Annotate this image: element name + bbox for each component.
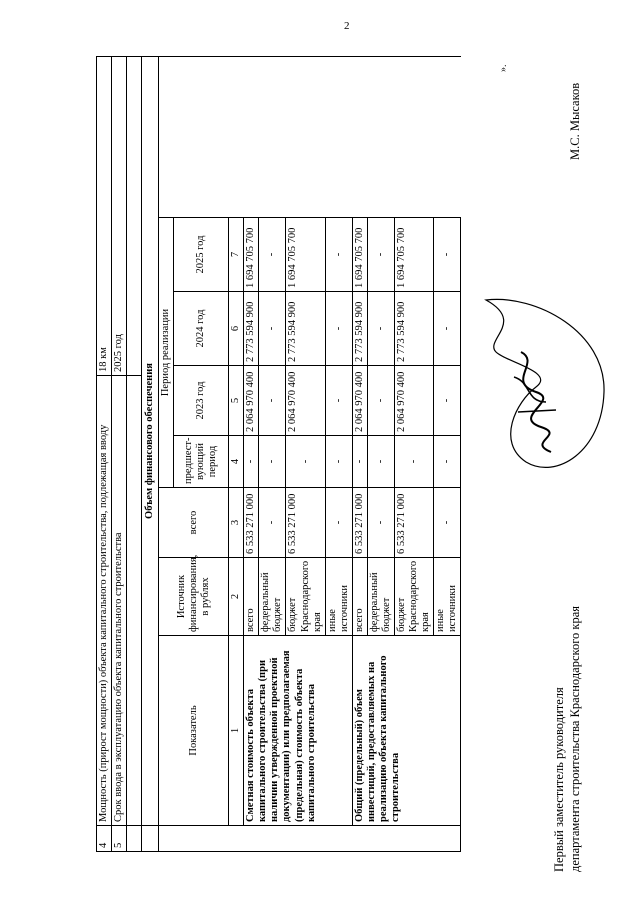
col-number: 3 xyxy=(229,488,244,558)
y2024-cell: - xyxy=(434,292,461,366)
item-label: Мощность (прирост мощности) объекта капитального строительства, подлежащая вводу xyxy=(97,376,112,826)
handwritten-signature xyxy=(466,292,616,482)
signer-position-line1: Первый заместитель руководителя xyxy=(552,687,566,872)
prior-cell: - xyxy=(325,436,352,488)
y2024-cell: - xyxy=(259,292,286,366)
prior-cell: - xyxy=(352,436,367,488)
finance-table xyxy=(141,56,461,852)
y2024-cell: 2 773 594 900 xyxy=(244,292,259,366)
signer-name: М.С. Мысаков xyxy=(568,82,582,160)
signer-position-line2: департамента строительства Краснодарского края xyxy=(568,605,582,872)
y2023-cell: - xyxy=(434,366,461,436)
source-cell: бюджет Краснодарского края xyxy=(394,558,433,636)
source-cell: федеральный бюджет xyxy=(367,558,394,636)
total-cell: - xyxy=(367,488,394,558)
rotated-content xyxy=(96,56,474,852)
y2025-cell: 1 694 705 700 xyxy=(286,218,325,292)
prior-cell: - xyxy=(286,436,325,488)
y2023-cell: - xyxy=(325,366,352,436)
total-cell: 6 533 271 000 xyxy=(352,488,367,558)
source-cell: иные источники xyxy=(434,558,461,636)
prior-cell: - xyxy=(244,436,259,488)
total-cell: - xyxy=(259,488,286,558)
total-cell: 6 533 271 000 xyxy=(244,488,259,558)
passport-items-table xyxy=(96,56,142,852)
indicator-investment: Общий (предельный) объем инвестиций, предоставляемых на реализацию объекта капитального строительства xyxy=(352,636,461,826)
y2025-cell: 1 694 705 700 xyxy=(394,218,433,292)
item-number: 5 xyxy=(112,826,127,852)
source-cell: всего xyxy=(244,558,259,636)
item-number: 4 xyxy=(97,826,112,852)
header-total: всего xyxy=(159,488,229,558)
y2023-cell: - xyxy=(367,366,394,436)
prior-cell: - xyxy=(434,436,461,488)
table-row xyxy=(244,57,259,852)
col-number: 1 xyxy=(229,636,244,826)
y2025-cell: - xyxy=(367,218,394,292)
total-cell: - xyxy=(434,488,461,558)
prior-cell: - xyxy=(367,436,394,488)
col-number: 2 xyxy=(229,558,244,636)
y2023-cell: 2 064 970 400 xyxy=(286,366,325,436)
table-row xyxy=(97,57,112,852)
y2023-cell: 2 064 970 400 xyxy=(352,366,367,436)
y2024-cell: 2 773 594 900 xyxy=(286,292,325,366)
col-number: 7 xyxy=(229,218,244,292)
header-period: Период реализации xyxy=(159,218,174,488)
item-value: 2025 год xyxy=(112,57,127,376)
header-prior: предшест-вующий период xyxy=(174,436,229,488)
y2024-cell: 2 773 594 900 xyxy=(394,292,433,366)
indicator-cost: Сметная стоимость объекта капитального строительства (при наличии утвержденной проектной документации) или предполагаемая (предельная) стоимость объекта капитального строительства xyxy=(244,636,353,826)
total-cell: 6 533 271 000 xyxy=(286,488,325,558)
closing-quote: ». xyxy=(498,64,509,72)
header-2025: 2025 год xyxy=(174,218,229,292)
total-cell: - xyxy=(325,488,352,558)
header-source: Источник финансирования, в рублях xyxy=(159,558,229,636)
source-cell: иные источники xyxy=(325,558,352,636)
source-cell: бюджет Краснодарского края xyxy=(286,558,325,636)
y2024-cell: - xyxy=(325,292,352,366)
source-cell: федеральный бюджет xyxy=(259,558,286,636)
y2025-cell: 1 694 705 700 xyxy=(352,218,367,292)
signature-image xyxy=(466,292,616,487)
header-indicator: Показатель xyxy=(159,636,229,826)
header-2024: 2024 год xyxy=(174,292,229,366)
table-row xyxy=(352,57,367,852)
col-number: 5 xyxy=(229,366,244,436)
y2025-cell: - xyxy=(434,218,461,292)
col-number: 6 xyxy=(229,292,244,366)
header-2023: 2023 год xyxy=(174,366,229,436)
y2025-cell: 1 694 705 700 xyxy=(244,218,259,292)
finance-title: Объем финансового обеспечения xyxy=(142,57,159,826)
col-number: 4 xyxy=(229,436,244,488)
y2023-cell: - xyxy=(259,366,286,436)
y2025-cell: - xyxy=(325,218,352,292)
total-cell: 6 533 271 000 xyxy=(394,488,433,558)
y2024-cell: - xyxy=(367,292,394,366)
page-number: 2 xyxy=(344,20,350,32)
y2024-cell: 2 773 594 900 xyxy=(352,292,367,366)
prior-cell: - xyxy=(394,436,433,488)
item-value: 18 км xyxy=(97,57,112,376)
source-cell: всего xyxy=(352,558,367,636)
table-row xyxy=(112,57,127,852)
prior-cell: - xyxy=(259,436,286,488)
spacer-row xyxy=(127,57,142,852)
y2025-cell: - xyxy=(259,218,286,292)
item-label: Срок ввода в эксплуатацию объекта капитального строительства xyxy=(112,376,127,826)
y2023-cell: 2 064 970 400 xyxy=(394,366,433,436)
y2023-cell: 2 064 970 400 xyxy=(244,366,259,436)
